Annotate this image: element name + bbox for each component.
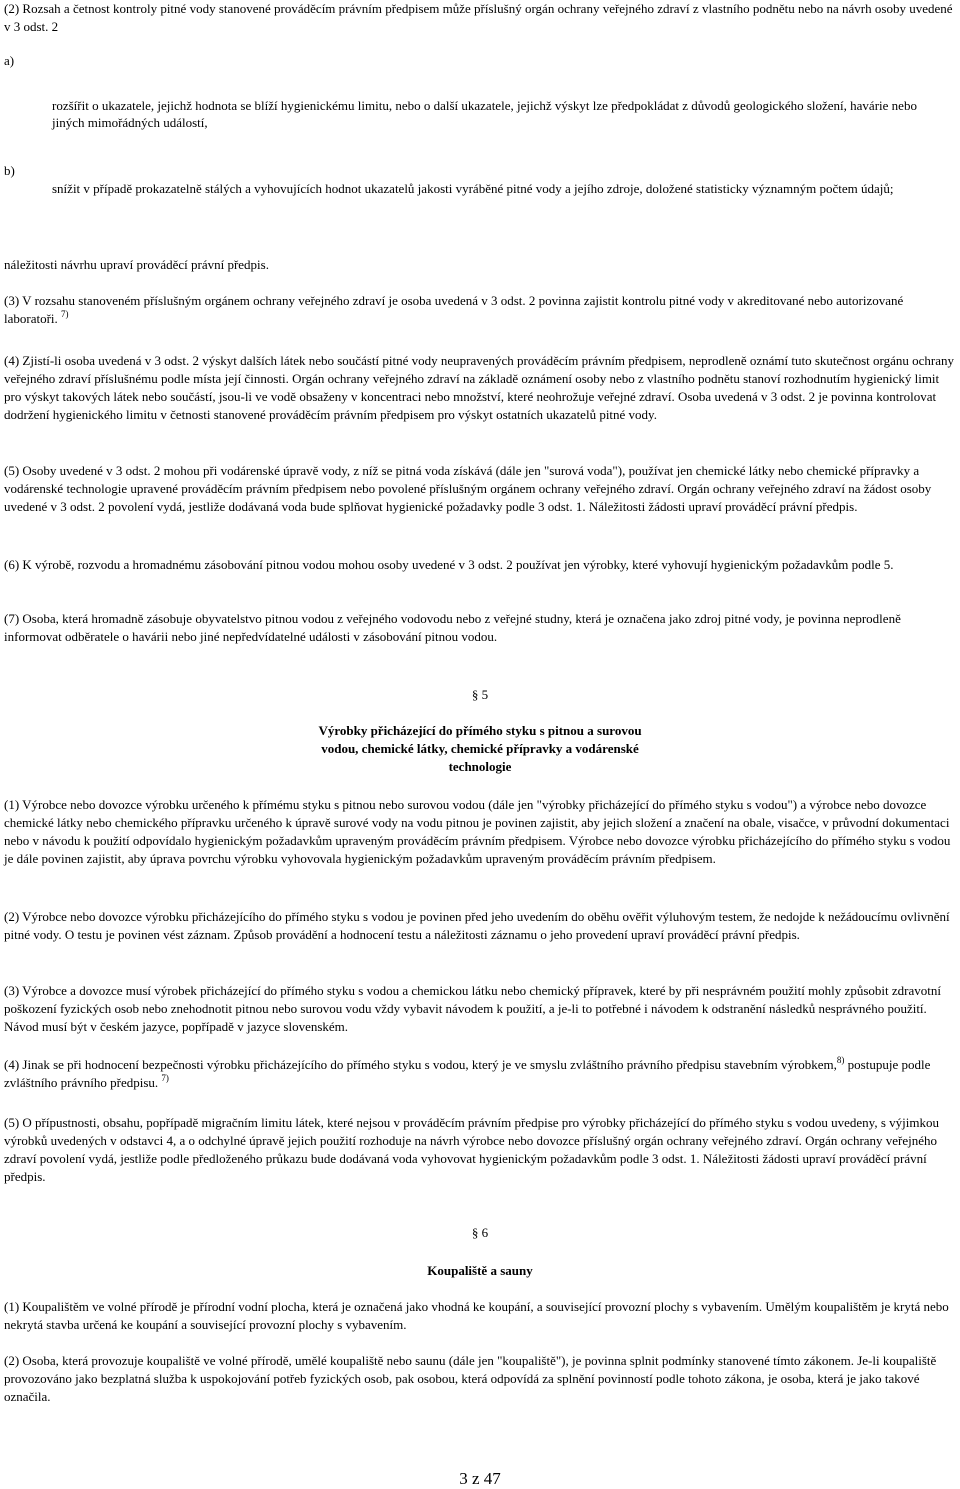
section-5-title-line2: vodou, chemické látky, chemické přípravky a vodárenské — [321, 741, 639, 756]
s5-paragraph-3: (3) Výrobce a dovozce musí výrobek přicházející do přímého styku s vodou a chemickou látku nebo chemický přípravek, které by při nesprávném použití mohly způsobit zdravotní poškození fyzických osob nebo znehodnotit pitnou nebo surovou vodu vždy vybavit návodem k použití, a je-li to potřebné i návodem k odstranění následků nesprávného použití. Návod musí být v českém jazyce, popřípadě v jazyce slovenském. — [4, 983, 941, 1034]
footnote-ref-8: 8) — [836, 1055, 845, 1065]
item-b-label: b) — [4, 163, 15, 178]
section-6-number: § 6 — [471, 1225, 489, 1240]
paragraph-2-intro: (2) Rozsah a četnost kontroly pitné vody stanovené prováděcím právním předpisem může příslušný orgán ochrany veřejného zdraví z vlastního podnětu nebo na návrh osoby uvedené v 3 odst. 2 — [4, 1, 953, 34]
paragraph-3-text: (3) V rozsahu stanoveném příslušným orgánem ochrany veřejného zdraví je osoba uvedená v 3 odst. 2 povinna zajistit kontrolu pitné vody v akreditované nebo autorizované laboratoři. — [4, 293, 904, 326]
s6-paragraph-1: (1) Koupalištěm ve volné přírodě je přírodní vodní plocha, která je označená jako vhodná ke koupání, a související provozní plochy s vybavením. Umělým koupalištěm je krytá nebo nekrytá stavba určená ke koupání a související provozní plochy s vybavením. — [4, 1299, 949, 1332]
item-b-text: snížit v případě prokazatelně stálých a vyhovujících hodnot ukazatelů jakosti vyráběné pitné vody a jejího zdroje, doložené statisticky významným počtem údajů; — [52, 181, 894, 196]
paragraph-3 — [4, 292, 924, 328]
section-5-title-line3: technologie — [448, 759, 512, 774]
section-5-title-line1: Výrobky přicházející do přímého styku s pitnou a surovou — [318, 723, 642, 738]
s5-paragraph-4-text-a: (4) Jinak se při hodnocení bezpečnosti výrobku přicházejícího do přímého styku s vodou, který je ve smyslu zvláštního právního předpisu stavebním výrobkem, — [4, 1057, 837, 1072]
footnote-ref-7b: 7) — [161, 1073, 169, 1083]
s5-paragraph-1: (1) Výrobce nebo dovozce výrobku určeného k přímému styku s pitnou nebo surovou vodou (dále jen "výrobky přicházející do přímého styku s vodou") a výrobce nebo dovozce chemické látky nebo chemického přípravku určeného k úpravě surové vody na vodu pitnou je povinen zajistit, aby jejich složení a značení na obale, visačce, v průvodní dokumentaci nebo v návodu k použití odpovídalo hygienickým požadavkům upraveným prováděcím právním předpisem. Výrobce nebo dovozce výrobku přicházejícího do přímého styku s vodou je dále povinen zajistit, aby úprava povrchu výrobku vyhovovala hygienickým požadavkům upraveným prováděcím právním předpisem. — [4, 797, 951, 866]
footnote-ref-7: 7) — [61, 309, 69, 319]
s6-paragraph-2: (2) Osoba, která provozuje koupaliště ve volné přírodě, umělé koupaliště nebo saunu (dále jen "koupaliště"), je povinna splnit podmínky stanovené tímto zákonem. Je-li koupaliště provozováno jako bezplatná služba k uspokojování potřeb fyzických osob, pak osobou, která odpovídá za splnění povinností podle tohoto zákona, je osoba, která je jako takové označila. — [4, 1353, 937, 1404]
section-6-title: Koupaliště a sauny — [427, 1263, 533, 1278]
section-5-title — [4, 722, 956, 776]
s5-paragraph-4-text-b: postupuje podle zvláštního právního předpisu. — [4, 1057, 931, 1090]
page-number: 3 z 47 — [459, 1469, 501, 1488]
nalezitosti-text: náležitosti návrhu upraví prováděcí právní předpis. — [4, 257, 269, 272]
section-5-number: § 5 — [471, 687, 489, 702]
paragraph-4: (4) Zjistí-li osoba uvedená v 3 odst. 2 výskyt dalších látek nebo součástí pitné vody neupravených prováděcím právním předpisem, neprodleně oznámí tuto skutečnost orgánu ochrany veřejného zdraví příslušnému podle místa její činnosti. Orgán ochrany veřejného zdraví na základě oznámení osoby nebo z vlastního podnětu stanoví rozhodnutím hygienický limit pro výskyt takových látek nebo součástí, jsou-li ve vodě obsaženy v koncentraci nebo množství, které neohrožuje veřejné zdraví. Osoba uvedená v 3 odst. 2 je povinna kontrolovat dodržení hygienického limitu v četnosti stanovené prováděcím právním předpisem pro výskyt ostatních ukazatelů pitné vody. — [4, 353, 954, 422]
s5-paragraph-2: (2) Výrobce nebo dovozce výrobku přicházejícího do přímého styku s vodou je povinen před jeho uvedením do oběhu ověřit výluhovým testem, že nedojde k nežádoucímu ovlivnění pitné vody. O testu je povinen vést záznam. Způsob provádění a hodnocení testu a náležitosti záznamu o jeho provedení upraví prováděcí právní předpis. — [4, 909, 950, 942]
item-a-text: rozšířit o ukazatele, jejichž hodnota se blíží hygienickému limitu, nebo o další ukazatele, jejichž výskyt lze předpokládat z důvodů geologického složení, havárie nebo jiných mimořádných událostí, — [52, 98, 917, 130]
item-a-label: a) — [4, 53, 15, 68]
paragraph-6: (6) K výrobě, rozvodu a hromadnému zásobování pitnou vodou mohou osoby uvedené v 3 odst. 2 používat jen výrobky, které vyhovují hygienickým požadavkům podle 5. — [4, 557, 894, 572]
paragraph-5: (5) Osoby uvedené v 3 odst. 2 mohou při vodárenské úpravě vody, z níž se pitná voda získává (dále jen "surová voda"), používat jen chemické látky nebo chemické přípravky a vodárenské technologie upravené prováděcím právním předpisem nebo povolené příslušným orgánem ochrany veřejného zdraví. Orgán ochrany veřejného zdraví na žádost osoby uvedené v 3 odst. 2 povolení vydá, jestliže dodávaná voda bude splňovat hygienické požadavky podle 3 odst. 1. Náležitosti žádosti upraví prováděcí právní předpis. — [4, 463, 932, 514]
s5-paragraph-5: (5) O přípustnosti, obsahu, popřípadě migračním limitu látek, které nejsou v prováděcím právním předpise pro výrobky přicházející do přímého styku s vodou uvedeny, s výjimkou výrobků uvedených v odstavci 4, a o odchylné úpravě jejich použití rozhoduje na návrh výrobce nebo dovozce příslušný orgán ochrany veřejného zdraví. Orgán ochrany veřejného zdraví povolení vydá, jestliže podle předloženého průkazu bude dodávaná voda vyhovovat hygienickým požadavkům podle 3 odst. 1. Náležitosti žádosti upraví prováděcí právní předpis. — [4, 1115, 939, 1184]
paragraph-7: (7) Osoba, která hromadně zásobuje obyvatelstvo pitnou vodou z veřejného vodovodu nebo z veřejné studny, která je označena jako zdroj pitné vody, je povinna neprodleně informovat odběratele o havárii nebo jiné nepředvídatelné události v zásobování pitnou vodou. — [4, 611, 901, 644]
s5-paragraph-4 — [4, 1056, 956, 1092]
